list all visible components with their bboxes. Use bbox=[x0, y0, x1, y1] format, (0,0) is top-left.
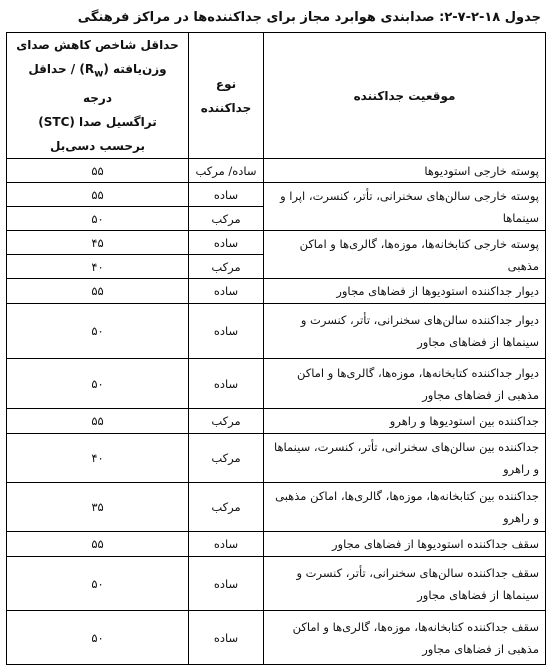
header-value-subscript: w bbox=[94, 68, 104, 80]
row-value: ۵۰ bbox=[7, 557, 189, 611]
table-header-row bbox=[7, 33, 546, 159]
row-location: پوسته خارجی کتابخانه‌ها، موزه‌ها، گالری‌ها و اماکن مذهبی bbox=[264, 231, 546, 279]
row-value: ۵۰ bbox=[7, 359, 189, 409]
header-value-line-2-end: ) / حداقل درجه bbox=[28, 62, 112, 106]
table-title: جدول ۱۸-۲-۷-۲: صدابندی هوابرد مجاز برای جداکننده‌ها در مراکز فرهنگی bbox=[77, 10, 541, 25]
table-row bbox=[7, 231, 546, 255]
row-type: مرکب bbox=[189, 409, 264, 434]
row-location: جداکننده بین سالن‌های سخنرانی، تأتر، کنسرت، سینماها و راهرو bbox=[264, 434, 546, 483]
row-location: جداکننده بین استودیوها و راهرو bbox=[264, 409, 546, 434]
row-type: ساده/ مرکب bbox=[189, 159, 264, 183]
row-location: دیوار جداکننده استودیوها از فضاهای مجاور bbox=[264, 279, 546, 304]
table-row bbox=[7, 159, 546, 183]
row-location: دیوار جداکننده سالن‌های سخنرانی، تأتر، کنسرت و سینماها از فضاهای مجاور bbox=[264, 304, 546, 359]
row-type: ساده bbox=[189, 611, 264, 665]
row-location: سقف جداکننده کتابخانه‌ها، موزه‌ها، گالری‌ها و اماکن مذهبی از فضاهای مجاور bbox=[264, 611, 546, 665]
row-location: پوسته خارجی سالن‌های سخنرانی، تأتر، کنسرت، اپرا و سینماها bbox=[264, 183, 546, 231]
header-value-line-1: حداقل شاخص کاهش صدای bbox=[16, 38, 179, 52]
row-location: پوسته خارجی استودیوها bbox=[264, 159, 546, 183]
row-location: سقف جداکننده استودیوها از فضاهای مجاور bbox=[264, 532, 546, 557]
row-location: سقف جداکننده سالن‌های سخنرانی، تأتر، کنسرت و سینماها از فضاهای مجاور bbox=[264, 557, 546, 611]
sound-insulation-table bbox=[6, 32, 546, 665]
table-row bbox=[7, 434, 546, 483]
row-type: ساده bbox=[189, 279, 264, 304]
row-value: ۳۵ bbox=[7, 483, 189, 532]
header-value bbox=[7, 33, 189, 159]
row-value: ۵۵ bbox=[7, 532, 189, 557]
row-type: ساده bbox=[189, 304, 264, 359]
row-location: جداکننده بین کتابخانه‌ها، موزه‌ها، گالری‌ها، اماکن مذهبی و راهرو bbox=[264, 483, 546, 532]
row-type: ساده bbox=[189, 359, 264, 409]
row-type: ساده bbox=[189, 183, 264, 207]
table-row bbox=[7, 359, 546, 409]
header-type-line-1: نوع bbox=[215, 76, 237, 91]
row-type: ساده bbox=[189, 532, 264, 557]
header-location: موقعیت جداکننده bbox=[264, 33, 546, 159]
table-row bbox=[7, 279, 546, 304]
row-value: ۵۰ bbox=[7, 207, 189, 231]
row-type: مرکب bbox=[189, 207, 264, 231]
row-value: ۵۰ bbox=[7, 304, 189, 359]
row-value: ۵۵ bbox=[7, 159, 189, 183]
row-value: ۵۰ bbox=[7, 611, 189, 665]
row-value: ۴۰ bbox=[7, 255, 189, 279]
table-row bbox=[7, 183, 546, 207]
header-type-line-2: جداکننده bbox=[200, 100, 252, 115]
header-value-line-3: تراگسیل صدا (STC) bbox=[38, 115, 157, 130]
table-row bbox=[7, 611, 546, 665]
header-value-line-2-start: وزن‌یافته (R bbox=[84, 62, 167, 76]
row-value: ۵۵ bbox=[7, 409, 189, 434]
header-value-line-4: برحسب دسی‌بل bbox=[49, 139, 146, 154]
table-row bbox=[7, 483, 546, 532]
row-location: دیوار جداکننده کتابخانه‌ها، موزه‌ها، گالری‌ها و اماکن مذهبی از فضاهای مجاور bbox=[264, 359, 546, 409]
row-type: ساده bbox=[189, 231, 264, 255]
row-type: مرکب bbox=[189, 483, 264, 532]
row-value: ۴۰ bbox=[7, 434, 189, 483]
table-row bbox=[7, 532, 546, 557]
row-type: مرکب bbox=[189, 434, 264, 483]
row-value: ۴۵ bbox=[7, 231, 189, 255]
row-value: ۵۵ bbox=[7, 279, 189, 304]
header-value-line-2 bbox=[13, 57, 182, 110]
row-value: ۵۵ bbox=[7, 183, 189, 207]
header-type bbox=[189, 33, 264, 159]
table-row bbox=[7, 409, 546, 434]
row-type: ساده bbox=[189, 557, 264, 611]
row-type: مرکب bbox=[189, 255, 264, 279]
table-row bbox=[7, 304, 546, 359]
table-row bbox=[7, 557, 546, 611]
